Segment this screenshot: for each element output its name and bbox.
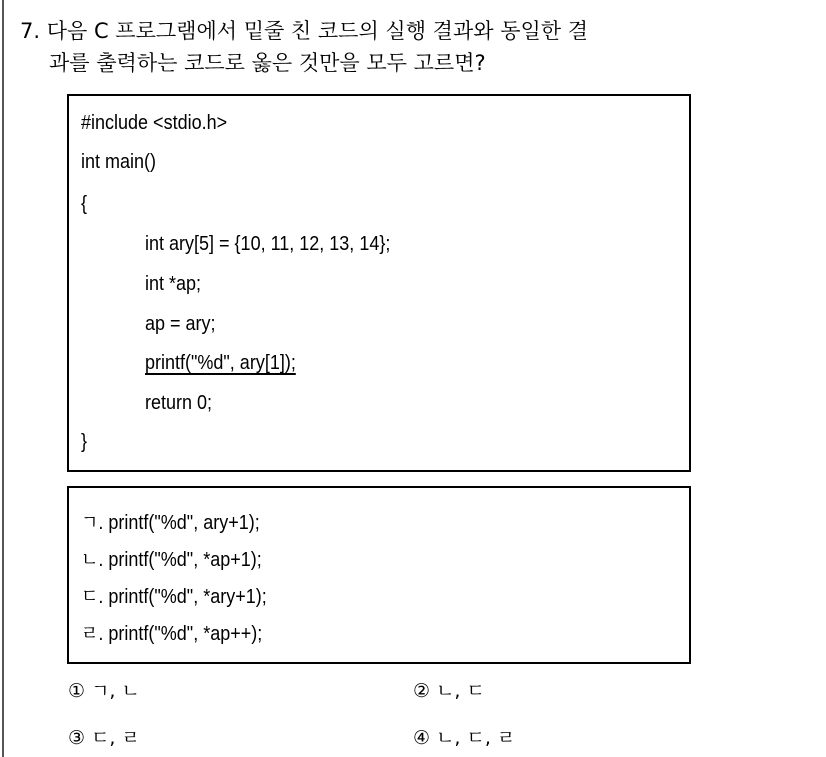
answer-option-2[interactable]: ② ㄴ, ㄷ <box>413 680 485 702</box>
answer-option-4[interactable]: ④ ㄴ, ㄷ, ㄹ <box>413 727 516 749</box>
question-line-1: 7. 다음 C 프로그램에서 밑줄 친 코드의 실행 결과와 동일한 결 <box>20 19 589 43</box>
code-line: ap = ary; <box>145 313 216 335</box>
code-line: #include <stdio.h> <box>81 112 228 134</box>
choices-box <box>67 486 691 664</box>
code-line: int ary[5] = {10, 11, 12, 13, 14}; <box>145 233 391 255</box>
choice-item: ㄴ. printf("%d", *ap+1); <box>81 549 262 571</box>
code-box <box>67 94 691 472</box>
answer-option-1[interactable]: ① ㄱ, ㄴ <box>68 680 140 702</box>
underlined-code-line: printf("%d", ary[1]); <box>145 352 296 374</box>
code-line: int *ap; <box>145 273 202 295</box>
code-line: { <box>81 193 88 215</box>
answer-option-3[interactable]: ③ ㄷ, ㄹ <box>68 727 140 749</box>
code-line: int main() <box>81 151 157 173</box>
code-line: } <box>81 431 88 453</box>
choice-item: ㄹ. printf("%d", *ap++); <box>81 623 263 645</box>
code-line: return 0; <box>145 392 213 414</box>
choice-item: ㄱ. printf("%d", ary+1); <box>81 512 260 534</box>
left-border <box>2 0 4 757</box>
question-line-2: 과를 출력하는 코드로 옳은 것만을 모두 고르면? <box>49 51 486 75</box>
choice-item: ㄷ. printf("%d", *ary+1); <box>81 586 267 608</box>
